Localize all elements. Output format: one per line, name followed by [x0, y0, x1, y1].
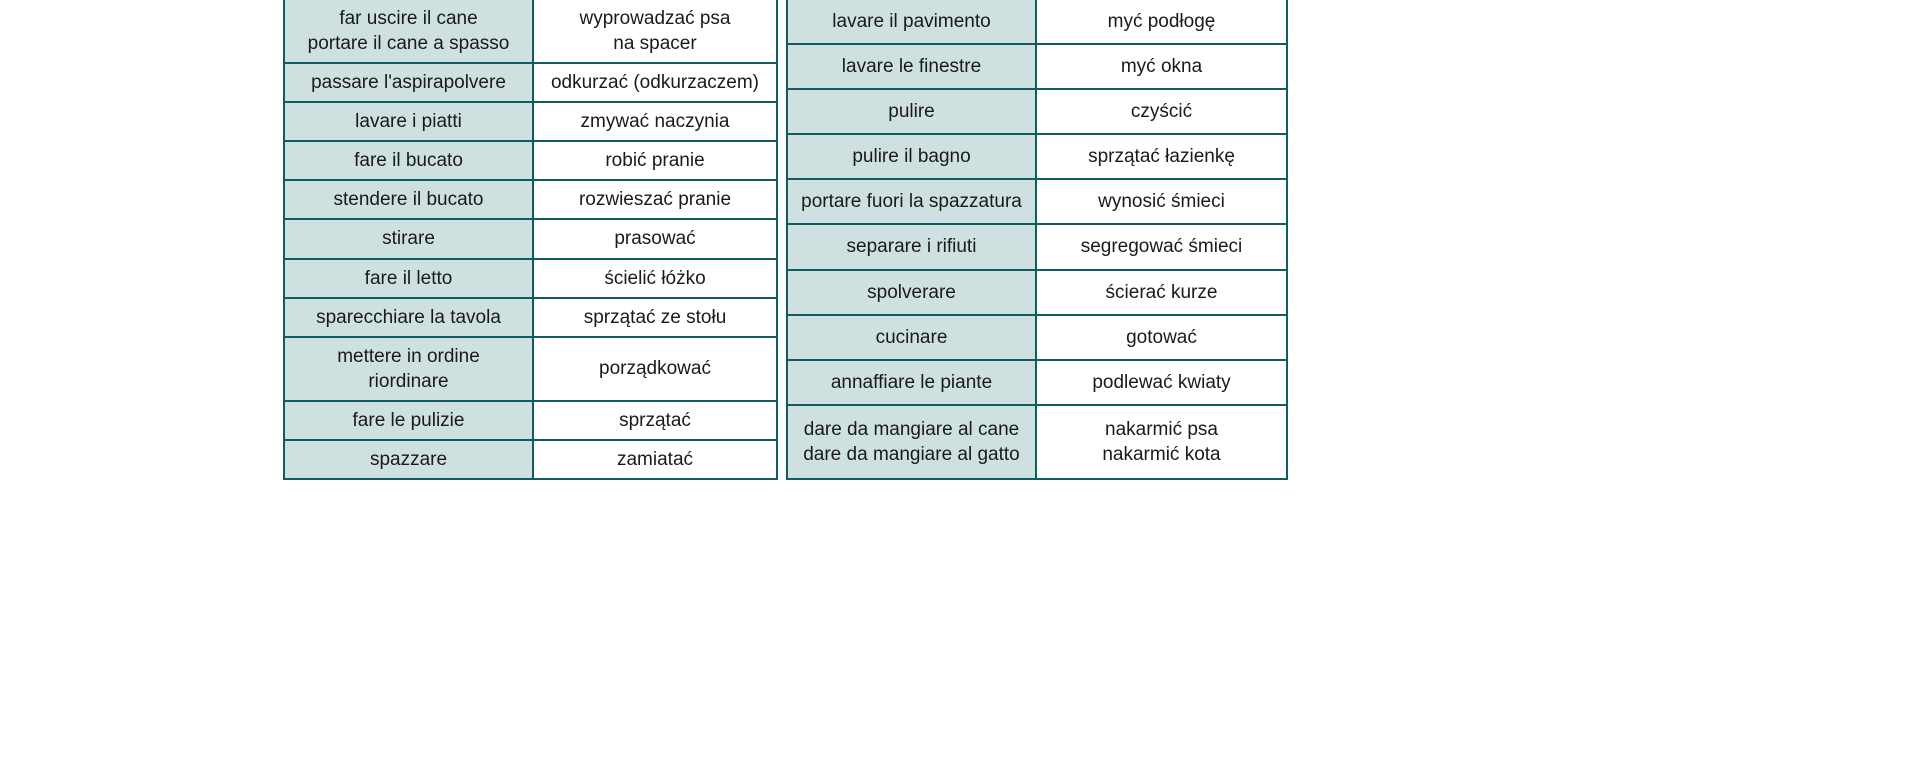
table-row — [787, 0, 1287, 44]
italian-term-line: far uscire il cane — [339, 8, 478, 29]
italian-term-cell — [284, 298, 533, 337]
polish-term-cell — [533, 180, 777, 219]
italian-term-cell — [284, 219, 533, 258]
italian-term-cell — [787, 44, 1036, 89]
italian-term-line: pulire il bagno — [852, 146, 971, 168]
polish-term-cell — [533, 0, 777, 63]
table-row — [787, 224, 1287, 269]
table-row — [787, 360, 1287, 405]
italian-term-cell — [284, 102, 533, 141]
polish-term-line: odkurzać (odkurzaczem) — [550, 72, 760, 94]
vocabulary-table-right — [786, 0, 1288, 480]
polish-term-line: zamiatać — [616, 448, 694, 470]
italian-term-line: cucinare — [875, 326, 948, 348]
polish-term-cell — [1036, 224, 1287, 269]
polish-term-cell — [1036, 179, 1287, 224]
italian-term-line: dare da mangiare al gatto — [803, 443, 1020, 465]
polish-term-cell — [1036, 0, 1287, 44]
italian-term-line: dare da mangiare al cane — [803, 418, 1020, 440]
polish-term-line: segregować śmieci — [1080, 236, 1243, 258]
table-row — [284, 219, 777, 258]
italian-term-line: stirare — [382, 228, 435, 250]
polish-term-cell — [1036, 360, 1287, 405]
polish-term-cell — [533, 219, 777, 258]
italian-term-line: portare fuori la spazzatura — [801, 191, 1022, 213]
italian-term-line: portare il cane a spasso — [307, 33, 510, 55]
polish-term-cell — [1036, 405, 1287, 479]
polish-term-cell — [1036, 270, 1287, 315]
polish-term-line: sprzątać — [619, 409, 691, 431]
table-row — [787, 405, 1287, 479]
polish-term-line: zmywać naczynia — [580, 111, 730, 133]
table-row — [284, 102, 777, 141]
polish-term-line: nakarmić psa — [1105, 418, 1218, 440]
table-row — [284, 337, 777, 401]
italian-term-cell — [284, 440, 533, 479]
italian-term-cell — [284, 180, 533, 219]
italian-term-cell — [787, 315, 1036, 360]
polish-term-line: myć okna — [1120, 56, 1203, 78]
polish-term-line: prasować — [614, 228, 696, 250]
polish-term-cell — [1036, 315, 1287, 360]
table-row — [787, 315, 1287, 360]
italian-term-line: fare il letto — [364, 267, 453, 289]
italian-term-cell — [284, 337, 533, 401]
italian-term-cell — [284, 0, 533, 63]
polish-term-cell — [1036, 44, 1287, 89]
italian-term-cell — [284, 63, 533, 102]
polish-term-line: wynosić śmieci — [1098, 191, 1225, 213]
polish-term-line: ścielić łóżko — [604, 267, 706, 289]
polish-term-cell — [533, 141, 777, 180]
italian-term-cell — [787, 360, 1036, 405]
polish-term-cell — [533, 401, 777, 440]
italian-term-cell — [284, 401, 533, 440]
polish-term-cell — [533, 102, 777, 141]
polish-term-line: ścierać kurze — [1105, 281, 1218, 303]
polish-term-line: rozwieszać pranie — [578, 189, 732, 211]
italian-term-line: separare i rifiuti — [846, 236, 977, 258]
italian-term-cell — [787, 134, 1036, 179]
italian-term-line: fare il bucato — [354, 150, 463, 172]
polish-term-line: wyprowadzać psa — [579, 8, 731, 29]
table-row — [284, 259, 777, 298]
table-row — [284, 141, 777, 180]
polish-term-line: na spacer — [613, 33, 697, 55]
polish-term-cell — [1036, 89, 1287, 134]
polish-term-cell — [533, 298, 777, 337]
table-body-left — [284, 0, 777, 479]
vocabulary-table-left — [283, 0, 778, 480]
table-row — [787, 89, 1287, 134]
polish-term-cell — [533, 337, 777, 401]
italian-term-cell — [787, 89, 1036, 134]
table-row — [284, 63, 777, 102]
italian-term-cell — [787, 270, 1036, 315]
vocabulary-tables — [283, 0, 1288, 480]
italian-term-line: spolverare — [867, 281, 956, 303]
polish-term-line: czyścić — [1130, 101, 1193, 123]
polish-term-line: robić pranie — [605, 150, 705, 172]
table-row — [284, 298, 777, 337]
italian-term-line: pulire — [888, 101, 935, 123]
italian-term-line: lavare i piatti — [355, 111, 462, 133]
italian-term-cell — [787, 179, 1036, 224]
table-row — [787, 134, 1287, 179]
italian-term-cell — [787, 224, 1036, 269]
table-row — [787, 44, 1287, 89]
italian-term-cell — [284, 141, 533, 180]
table-row — [284, 180, 777, 219]
table-row — [284, 401, 777, 440]
italian-term-line: spazzare — [369, 448, 448, 470]
polish-term-cell — [1036, 134, 1287, 179]
italian-term-line: annaffiare le piante — [830, 371, 993, 393]
italian-term-line: stendere il bucato — [333, 189, 484, 211]
polish-term-line: porządkować — [599, 358, 711, 380]
polish-term-line: sprzątać ze stołu — [583, 306, 727, 328]
table-body-right — [787, 0, 1287, 479]
polish-term-cell — [533, 259, 777, 298]
polish-term-line: myć podłogę — [1107, 11, 1216, 32]
table-row — [787, 270, 1287, 315]
italian-term-cell — [787, 0, 1036, 44]
italian-term-line: fare le pulizie — [352, 409, 465, 431]
italian-term-line: lavare il pavimento — [832, 11, 991, 32]
italian-term-line: passare l'aspirapolvere — [311, 72, 506, 94]
italian-term-line: riordinare — [368, 370, 449, 392]
polish-term-cell — [533, 63, 777, 102]
polish-term-line: gotować — [1126, 326, 1197, 348]
italian-term-line: sparecchiare la tavola — [316, 306, 501, 328]
italian-term-line: lavare le finestre — [841, 56, 982, 78]
italian-term-cell — [284, 259, 533, 298]
table-row — [787, 179, 1287, 224]
italian-term-cell — [787, 405, 1036, 479]
table-row — [284, 0, 777, 63]
polish-term-line: nakarmić kota — [1102, 443, 1221, 465]
polish-term-cell — [533, 440, 777, 479]
polish-term-line: podlewać kwiaty — [1092, 371, 1231, 393]
table-row — [284, 440, 777, 479]
italian-term-line: mettere in ordine — [337, 345, 480, 367]
polish-term-line: sprzątać łazienkę — [1088, 146, 1235, 168]
